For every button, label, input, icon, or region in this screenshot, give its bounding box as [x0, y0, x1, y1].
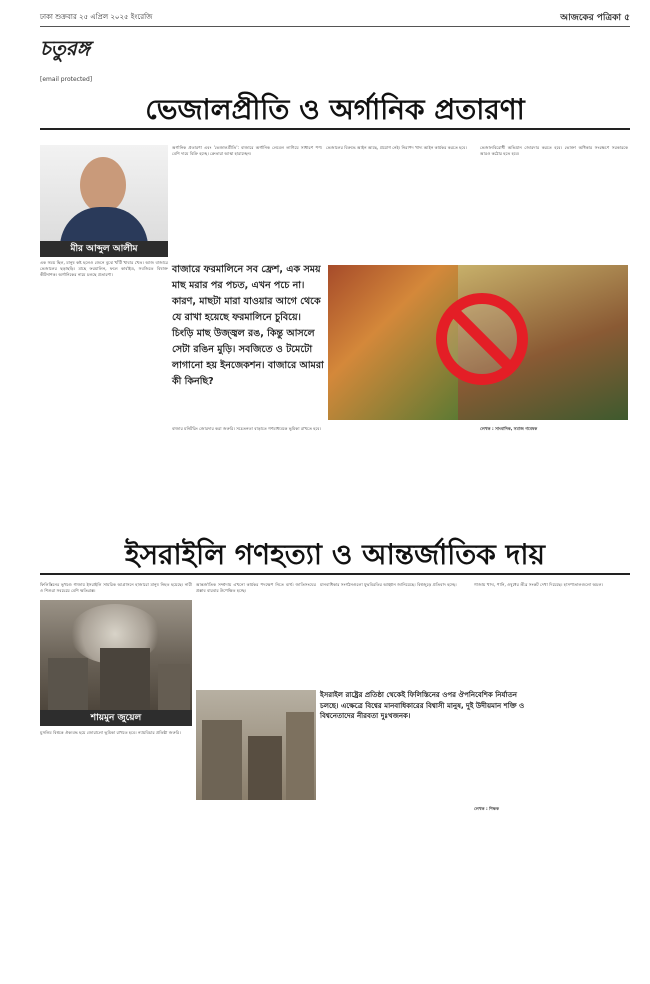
header-date: ঢাকা শুক্রবার ২৫ এপ্রিল ২০২৫ ইংরেজি: [40, 13, 153, 21]
article1-lead: এক সময় ছিল, মানুষ কষ্ট হলেও জেনে বুঝে খাঁটি খাবার খেত। আজ বাজারে ভেজালের ছড়াছড়ি। মাছে ফরমালিন, ফলে কার্বাইড, সবজিতে বিষাক্ত কীটনাশক। অর্গানিকের নামে চলছে প্রতারণা।: [40, 260, 168, 277]
building-2: [100, 648, 150, 710]
header-rule: [40, 26, 630, 27]
ruin-2: [248, 736, 282, 800]
article2-lead: ফিলিস্তিনের ভূখণ্ডে গাজায় ইসরাইলি সামরিক আগ্রাসনে হাজারো মানুষ নিহত হয়েছে। নারী ও শিশুরা সবচেয়ে বেশি ক্ষতিগ্রস্ত।: [40, 582, 192, 593]
article2-col3-text: মানবাধিকার সংগঠনগুলো যুদ্ধবিরতির আহ্বান জানিয়েছে। বিশ্বজুড়ে প্রতিবাদ হচ্ছে।: [320, 582, 457, 587]
article1-col5-text: বাজার মনিটরিং জোরদার করা জরুরি। সচেতনতা বাড়াতে গণমাধ্যমকে ভূমিকা রাখতে হবে।: [172, 426, 322, 431]
article2-col6: [474, 806, 628, 970]
author1-photo: [40, 145, 168, 241]
author1-face: [80, 157, 126, 213]
author2-name: শায়মুন জুয়েল: [40, 710, 192, 726]
article1-col3: [326, 145, 476, 257]
article2-col2-text: আন্তর্জাতিক সম্প্রদায় এখনো কার্যকর পদক্ষেপ নিতে ব্যর্থ। জাতিসংঘের প্রস্তাব বারবার উপেক্ষিত হচ্ছে।: [196, 582, 316, 593]
article2-col5: [40, 730, 192, 970]
article1-col5: [172, 426, 322, 530]
building-3: [158, 664, 190, 710]
war-photo: [40, 600, 192, 710]
article1-col1: [40, 260, 168, 528]
article1-headline: ভেজালপ্রীতি ও অর্গানিক প্রতারণা: [40, 90, 630, 130]
section-logo: চতুরঙ্গ: [40, 36, 91, 60]
article2-pullquote: ইসরাইল রাষ্ট্রের প্রতিষ্ঠা থেকেই ফিলিস্তিনের ওপর ঔপনিবেশিক নির্যাতন চলছে। এক্ষেত্রে বিশ্বের মানবাধিকারের বিশ্বাসী মানুষ, দুই উদীয়মান শক্তি ও বিশ্বনেতাদের নীরবতা দুঃখজনক।: [320, 691, 525, 720]
prohibition-icon: [436, 293, 528, 385]
header-paper: আজকের পত্রিকা ৫: [560, 12, 630, 23]
article2-col2: [196, 582, 316, 686]
article1-pullquote: বাজারে ফরমালিনে সব ফ্রেশ, এক সময় মাছ মরার পর পচত, এখন পচে না। কারণ, মাছটা মারা যাওয়ার আগে থেকে যে রাখা হয়েছে ফরমালিনে চুবিয়ে। চিংড়ি মাছ উজ্জ্বল রঙ, কিন্তু আসলে সেটা রঙিন মুড়ি। সবজিতে ও টমেটো লাগানো হয় ইনজেকশন। বাজারে আমরা কী কিনছি?: [172, 264, 324, 387]
article1-col4-text: ভেজালবিরোধী অভিযান জোরদার করতে হবে। ভোক্তা অধিকার সংরক্ষণে সরকারকে আরও কঠোর হতে হবে।: [480, 145, 628, 156]
author1-shirt: [60, 207, 148, 241]
gaza-photo: [196, 690, 316, 800]
article2-col4-text: গাজায় খাদ্য, পানি, ওষুধের তীব্র সংকট দেখা দিয়েছে। হাসপাতালগুলো অচল।: [474, 582, 604, 587]
article2-headline: ইসরাইলি গণহত্যা ও আন্তর্জাতিক দায়: [40, 535, 630, 575]
article1-col4: [480, 145, 628, 257]
section-email: [email protected]: [40, 76, 93, 83]
article1-col2: [172, 145, 322, 257]
ruin-3: [286, 712, 314, 800]
building-1: [48, 658, 88, 710]
article2-col5-text: মুসলিম বিশ্বকে ঐক্যবদ্ধ হয়ে জোরালো ভূমিকা রাখতে হবে। ন্যায়বিচার প্রতিষ্ঠা জরুরি।: [40, 730, 181, 735]
article2-col3: [320, 582, 470, 686]
article1-col2-text: অর্গানিক প্রতারণা এবং 'ভেজালপ্রীতি': বাজারে অর্গানিক লেবেল লাগিয়ে সাধারণ পণ্য বেশি দামে বিক্রি হচ্ছে। ক্রেতারা আস্থা হারাচ্ছেন।: [172, 145, 322, 156]
article1-col6: [480, 426, 628, 530]
article2-bio: লেখক : শিক্ষক: [474, 806, 500, 811]
page-header: [40, 8, 630, 26]
author1-name: মীর আব্দুল আলীম: [40, 241, 168, 257]
article2-lead-top: [40, 582, 192, 598]
market-photo: [328, 265, 628, 420]
article1-bio: লেখক : সাংবাদিক, সমাজ গবেষক: [480, 426, 538, 431]
ruin-1: [202, 720, 242, 800]
article1-col3-text: ভেজালের বিরুদ্ধে আইন আছে, প্রয়োগ নেই। নিরাপদ খাদ্য আইন কার্যকর করতে হবে।: [326, 145, 467, 150]
